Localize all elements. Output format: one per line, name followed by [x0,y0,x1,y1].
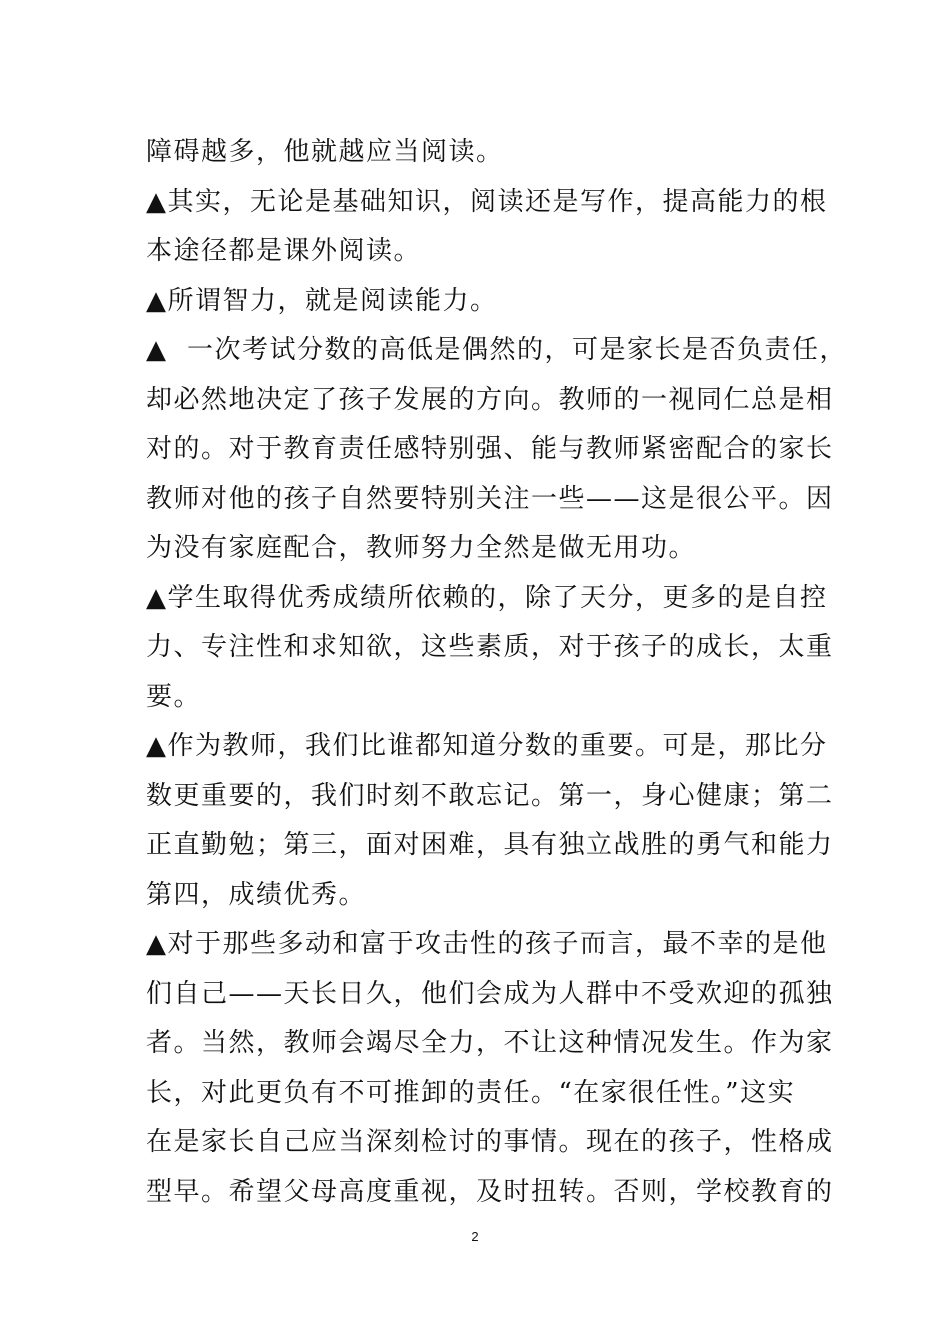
text-line: 正直勤勉；第三，面对困难，具有独立战胜的勇气和能力 [146,830,834,860]
text-line: 型早。希望父母高度重视，及时扭转。否则，学校教育的 [146,1176,834,1207]
paragraph-5 [146,574,834,723]
paragraph-1 [146,128,811,178]
body-text [146,128,848,1217]
text-line: 第四，成绩优秀。 [146,879,367,910]
paragraph-3 [146,277,811,327]
text-line: ▲作为教师，我们比谁都知道分数的重要。可是，那比分 [146,731,828,761]
text-line: 教师对他的孩子自然要特别关注一些——这是很公平。因 [146,483,834,514]
paragraph-6 [146,722,834,920]
text-line: ▲其实，无论是基础知识，阅读还是写作，提高能力的根 [146,186,828,217]
text-line: 在是家长自己应当深刻检讨的事情。现在的孩子，性格成 [146,1127,834,1157]
paragraph-4 [146,326,848,574]
text-line: 力、专注性和求知欲，这些素质，对于孩子的成长，太重 [146,632,834,662]
text-line: 要。 [146,681,202,712]
text-line: 本途径都是课外阅读。 [146,236,422,266]
text-line: 数更重要的，我们时刻不敢忘记。第一，身心健康；第二 [146,780,834,811]
text-line: 们自己——天长日久，他们会成为人群中不受欢迎的孤独 [146,978,834,1009]
text-line: ▲ 一次考试分数的高低是偶然的，可是家长是否负责任， [146,335,848,365]
text-line: 却必然地决定了孩子发展的方向。教师的一视同仁总是相 [146,384,834,415]
paragraph-7 [146,920,834,1217]
text-line: 对的。对于教育责任感特别强、能与教师紧密配合的家长 [146,434,834,464]
text-line: ▲所谓智力，就是阅读能力。 [146,285,498,316]
text-line: ▲对于那些多动和富于攻击性的孩子而言，最不幸的是他 [146,929,828,959]
text-line: 长，对此更负有不可推卸的责任。“在家很任性。”这实 [146,1077,796,1108]
text-line: 者。当然，教师会竭尽全力，不让这种情况发生。作为家 [146,1028,834,1058]
text-line: 障碍越多，他就越应当阅读。 [146,137,504,167]
text-line: 为没有家庭配合，教师努力全然是做无用功。 [146,533,697,563]
page-number: 2 [471,1229,479,1244]
paragraph-2 [146,178,828,277]
text-line: ▲学生取得优秀成绩所依赖的，除了天分，更多的是自控 [146,582,828,613]
